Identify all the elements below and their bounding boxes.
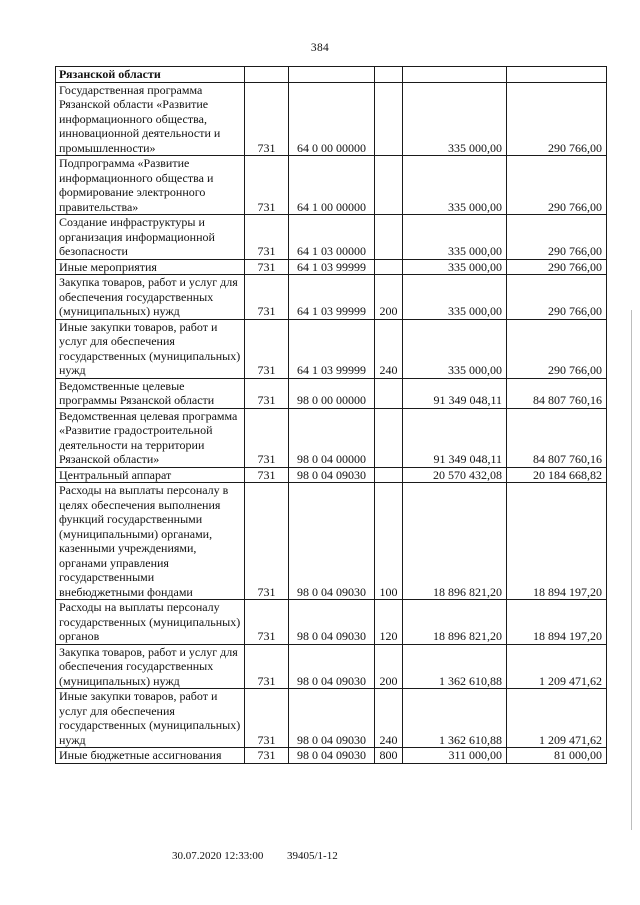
row-expense-type: 120 [375,600,403,645]
row-name: Центральный аппарат [56,467,245,483]
row-expense-type: 100 [375,483,403,600]
row-executed-amount: 1 209 471,62 [507,689,607,748]
table-row [56,467,607,483]
row-admin-code: 731 [245,483,289,600]
row-planned-amount: 335 000,00 [403,215,507,260]
table-row [56,600,607,645]
row-admin-code: 731 [245,319,289,378]
scan-edge-line [631,310,632,830]
row-name: Иные закупки товаров, работ и услуг для обеспечения государственных (муниципальных) нужд [56,689,245,748]
row-admin-code: 731 [245,259,289,275]
row-planned-amount: 1 362 610,88 [403,644,507,689]
row-expense-type: 200 [375,644,403,689]
row-target-article: 98 0 04 00000 [289,408,375,467]
row-planned-amount: 311 000,00 [403,748,507,764]
row-name: Закупка товаров, работ и услуг для обеспечения государственных (муниципальных) нужд [56,644,245,689]
row-admin-code: 731 [245,644,289,689]
row-admin-code: 731 [245,689,289,748]
table-row [56,644,607,689]
row-admin-code [245,67,289,83]
row-executed-amount: 18 894 197,20 [507,600,607,645]
row-planned-amount [403,67,507,83]
row-target-article: 98 0 04 09030 [289,644,375,689]
row-target-article: 98 0 04 09030 [289,689,375,748]
row-name: Ведомственные целевые программы Рязанской области [56,378,245,408]
row-admin-code: 731 [245,82,289,156]
row-name: Ведомственная целевая программа «Развитие градостроительной деятельности на территории Рязанской области» [56,408,245,467]
row-name: Создание инфраструктуры и организация информационной безопасности [56,215,245,260]
row-name: Иные закупки товаров, работ и услуг для обеспечения государственных (муниципальных) нужд [56,319,245,378]
row-planned-amount: 335 000,00 [403,319,507,378]
table-row [56,689,607,748]
row-name: Расходы на выплаты персоналу в целях обеспечения выполнения функций государственными (муниципальными) органами, казенными учреждениями, органами управления государственными внебюджетными фондами [56,483,245,600]
table-row [56,483,607,600]
row-expense-type [375,378,403,408]
row-executed-amount: 84 807 760,16 [507,378,607,408]
table-row [56,275,607,320]
row-planned-amount: 335 000,00 [403,259,507,275]
table-row [56,319,607,378]
row-admin-code: 731 [245,748,289,764]
row-target-article: 64 1 03 00000 [289,215,375,260]
row-expense-type: 240 [375,689,403,748]
row-expense-type: 200 [375,275,403,320]
row-planned-amount: 335 000,00 [403,156,507,215]
row-executed-amount: 84 807 760,16 [507,408,607,467]
row-executed-amount: 290 766,00 [507,259,607,275]
row-expense-type: 800 [375,748,403,764]
row-target-article [289,67,375,83]
row-executed-amount: 290 766,00 [507,82,607,156]
row-name: Иные бюджетные ассигнования [56,748,245,764]
table-row [56,82,607,156]
row-planned-amount: 1 362 610,88 [403,689,507,748]
row-expense-type: 240 [375,319,403,378]
row-admin-code: 731 [245,378,289,408]
row-executed-amount: 290 766,00 [507,156,607,215]
row-planned-amount: 18 896 821,20 [403,483,507,600]
row-target-article: 64 1 03 99999 [289,275,375,320]
row-target-article: 98 0 04 09030 [289,467,375,483]
page-number: 384 [310,42,330,54]
row-target-article: 64 1 03 99999 [289,319,375,378]
row-executed-amount: 290 766,00 [507,319,607,378]
row-executed-amount: 1 209 471,62 [507,644,607,689]
row-executed-amount: 20 184 668,82 [507,467,607,483]
table-row [56,156,607,215]
table-row [56,67,607,83]
row-expense-type [375,467,403,483]
row-admin-code: 731 [245,215,289,260]
row-target-article: 64 0 00 00000 [289,82,375,156]
row-planned-amount: 20 570 432,08 [403,467,507,483]
row-expense-type [375,67,403,83]
row-planned-amount: 335 000,00 [403,82,507,156]
table-row [56,259,607,275]
row-expense-type [375,408,403,467]
table-row [56,215,607,260]
row-planned-amount: 18 896 821,20 [403,600,507,645]
row-expense-type [375,82,403,156]
row-target-article: 64 1 03 99999 [289,259,375,275]
row-name: Государственная программа Рязанской области «Развитие информационного общества, инновационной деятельности и промышленности» [56,82,245,156]
row-executed-amount: 18 894 197,20 [507,483,607,600]
row-target-article: 64 1 00 00000 [289,156,375,215]
row-admin-code: 731 [245,156,289,215]
row-expense-type [375,156,403,215]
budget-table-body [56,67,607,764]
row-planned-amount: 91 349 048,11 [403,408,507,467]
footer-doc-number: 39405/1-12 [287,850,338,862]
row-executed-amount: 290 766,00 [507,275,607,320]
row-admin-code: 731 [245,600,289,645]
footer-timestamp: 30.07.2020 12:33:00 [172,850,264,862]
row-target-article: 98 0 04 09030 [289,600,375,645]
row-planned-amount: 91 349 048,11 [403,378,507,408]
row-name: Иные мероприятия [56,259,245,275]
row-executed-amount: 81 000,00 [507,748,607,764]
row-name: Подпрограмма «Развитие информационного общества и формирование электронного правительства» [56,156,245,215]
row-planned-amount: 335 000,00 [403,275,507,320]
budget-table [55,66,607,764]
row-target-article: 98 0 04 09030 [289,483,375,600]
table-row [56,748,607,764]
table-row [56,408,607,467]
row-admin-code: 731 [245,275,289,320]
row-name: Закупка товаров, работ и услуг для обеспечения государственных (муниципальных) нужд [56,275,245,320]
row-name: Расходы на выплаты персоналу государственных (муниципальных) органов [56,600,245,645]
row-admin-code: 731 [245,467,289,483]
row-target-article: 98 0 04 09030 [289,748,375,764]
row-admin-code: 731 [245,408,289,467]
row-executed-amount [507,67,607,83]
row-expense-type [375,259,403,275]
table-row [56,378,607,408]
row-target-article: 98 0 00 00000 [289,378,375,408]
row-executed-amount: 290 766,00 [507,215,607,260]
row-name: Рязанской области [56,67,245,83]
row-expense-type [375,215,403,260]
